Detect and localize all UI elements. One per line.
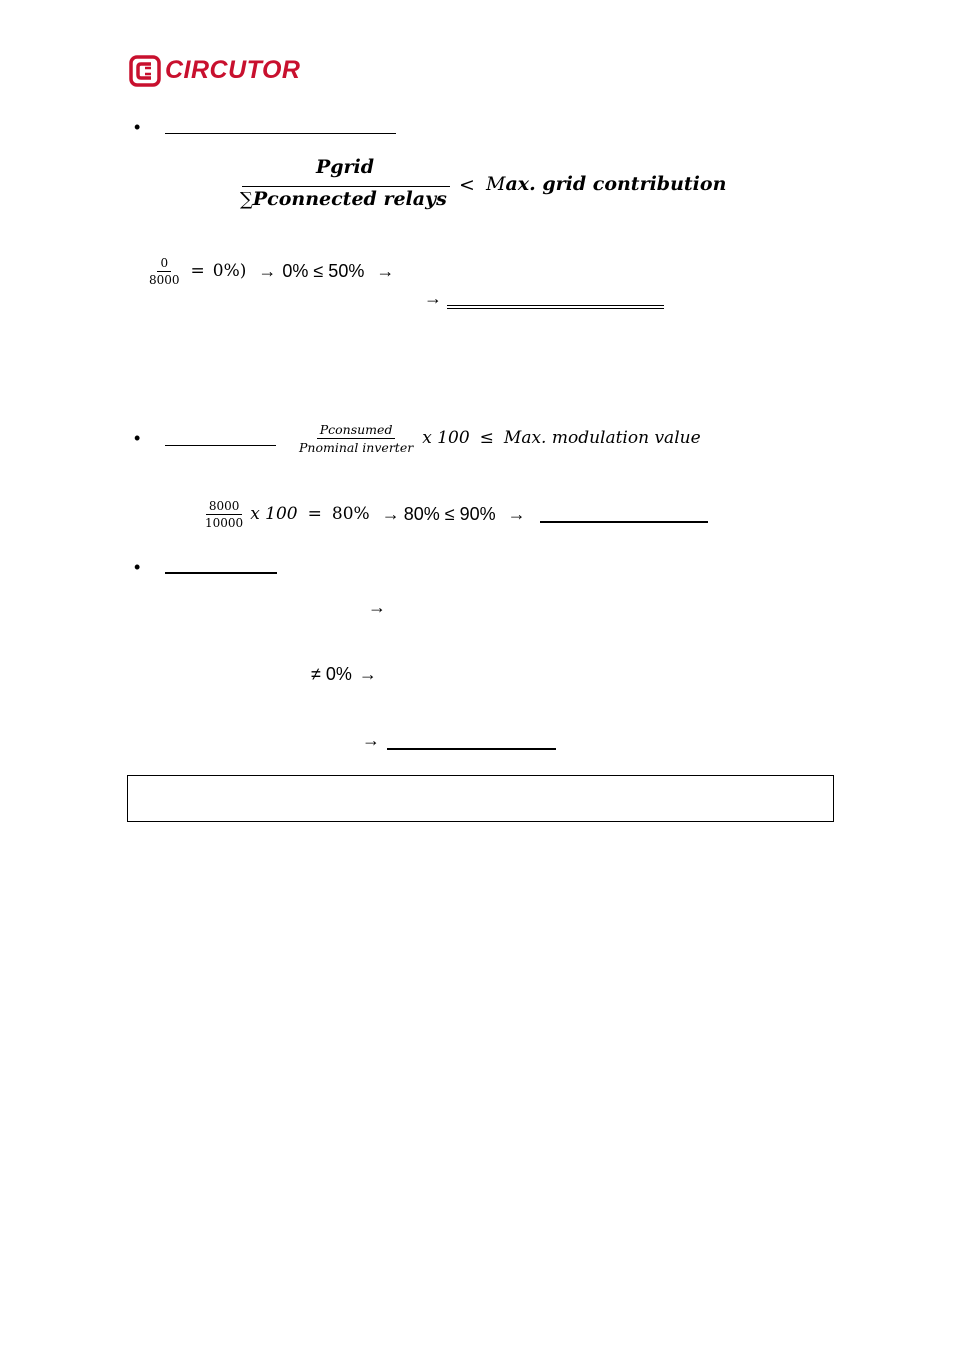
note-box <box>127 775 834 822</box>
arrow-right-icon: → <box>424 288 442 308</box>
example1-equals: = <box>190 261 205 281</box>
example2-result: 80% <box>331 504 370 524</box>
example1-frac-num: 0 <box>157 256 171 272</box>
section2-heading-underline <box>165 445 276 446</box>
sum-symbol: ∑ <box>240 189 253 210</box>
logo-wordmark: CIRCUTOR <box>165 56 301 84</box>
grid-contribution-formula <box>240 156 740 216</box>
example1-fraction <box>146 256 183 287</box>
example2-equals: = <box>307 504 322 524</box>
example1-frac-den: 8000 <box>149 272 180 287</box>
formula2-numerator: Pconsumed <box>317 422 396 439</box>
section3-result-underline <box>387 748 556 750</box>
example1-line <box>146 254 394 288</box>
arrow-right-icon: → <box>362 730 380 750</box>
section3-line2 <box>311 664 377 685</box>
example1-result-double-underline <box>447 305 664 309</box>
example2-frac-den: 10000 <box>205 515 244 530</box>
arrow-right-icon: → <box>258 260 277 281</box>
formula1-operator: < <box>459 174 475 196</box>
formula1-rhs: ax. grid contribution <box>505 173 727 195</box>
arrow-right-icon: → <box>368 597 386 617</box>
arrow-right-icon: → <box>376 260 395 281</box>
example2-frac-num: 8000 <box>206 499 243 515</box>
bullet-1: • <box>134 117 141 137</box>
example2-comparison: 80% ≤ 90% <box>403 503 496 524</box>
formula1-denominator: Pconnected relays <box>252 188 447 210</box>
example1-result: 0%) <box>212 261 247 281</box>
example2-line <box>202 495 526 533</box>
example1-comparison: 0% ≤ 50% <box>282 260 365 281</box>
formula1-rhs-prefix: M <box>486 173 506 195</box>
formula2-fraction <box>296 422 416 455</box>
arrow-right-icon: → <box>507 503 526 524</box>
section1-heading-underline <box>165 133 396 134</box>
arrow-right-icon: → <box>358 664 377 684</box>
example2-result-underline <box>540 521 708 523</box>
formula2-multiplier: x 100 <box>422 428 470 448</box>
circutor-logo-mark <box>129 55 161 87</box>
example2-fraction <box>202 499 246 530</box>
section3-heading-underline <box>165 572 277 574</box>
modulation-formula <box>296 418 701 458</box>
formula1-fraction-bar <box>242 186 450 187</box>
formula2-rhs: Max. modulation value <box>503 428 701 448</box>
bullet-3: • <box>134 557 141 577</box>
circutor-logo <box>129 54 304 88</box>
formula1-numerator: Pgrid <box>315 156 375 178</box>
formula2-denominator: Pnominal inverter <box>299 439 414 455</box>
arrow-right-icon: → <box>381 503 400 524</box>
section3-not-equal-text: ≠ 0% <box>311 664 352 684</box>
example2-multiplier: x 100 <box>250 504 298 524</box>
formula2-operator: ≤ <box>479 428 494 448</box>
bullet-2: • <box>134 428 141 448</box>
